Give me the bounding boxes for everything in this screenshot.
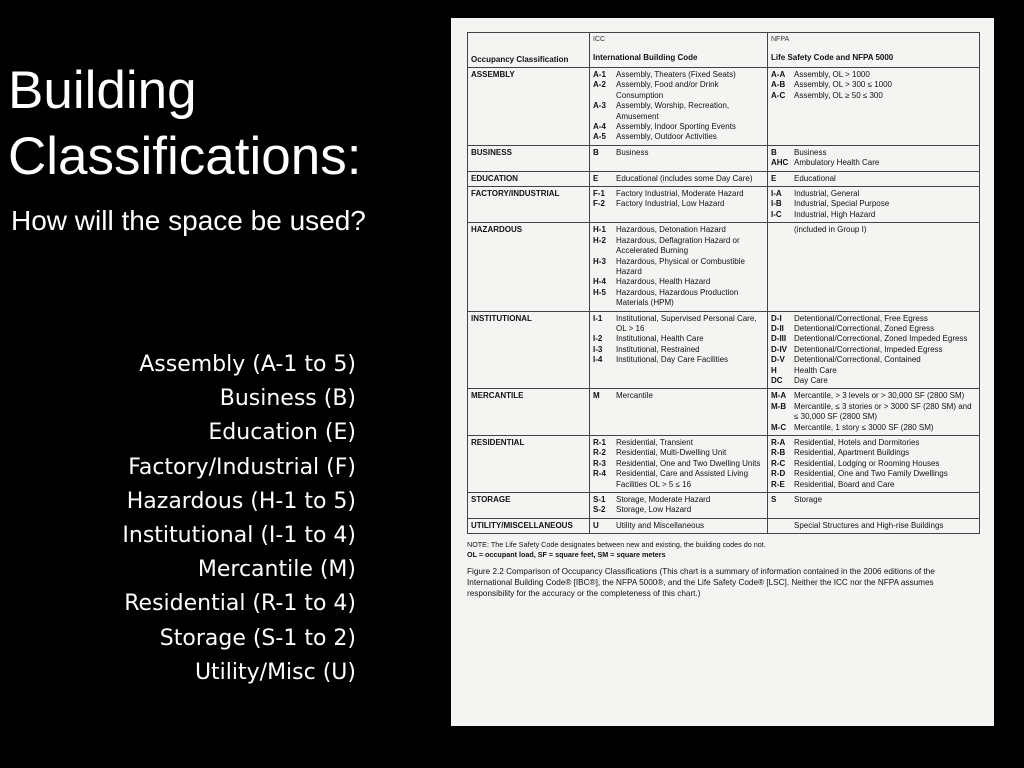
nfpa-code: E (771, 173, 777, 183)
icc-cell (590, 389, 768, 436)
list-item: Assembly (A-1 to 5) (139, 352, 356, 377)
icc-code: F-1 (593, 189, 605, 199)
nfpa-description: Residential, Board and Care (794, 479, 895, 489)
nfpa-entry (771, 480, 976, 490)
icc-description: Institutional, Health Care (616, 334, 704, 344)
nfpa-entry (771, 189, 976, 199)
icc-cell (590, 171, 768, 186)
nfpa-entry (771, 376, 976, 386)
nfpa-code: S (771, 495, 777, 505)
nfpa-description: (included in Group I) (794, 225, 867, 235)
nfpa-entry (771, 70, 976, 80)
icc-description: Assembly, Outdoor Activities (616, 132, 717, 142)
nfpa-code: I-C (771, 209, 782, 219)
icc-code: S-2 (593, 505, 606, 515)
icc-code: H-5 (593, 287, 606, 297)
nfpa-entry (771, 80, 976, 90)
nfpa-code: D-II (771, 323, 784, 333)
nfpa-cell (768, 187, 980, 223)
nfpa-description: Day Care (794, 375, 828, 385)
table-note (467, 540, 979, 560)
nfpa-code: I-A (771, 189, 782, 199)
slide-title-line2: Classifications: (8, 127, 362, 186)
list-item: Utility/Misc (U) (194, 659, 356, 685)
icc-description: Assembly, Theaters (Fixed Seats) (616, 70, 736, 79)
nfpa-description: Industrial, Special Purpose (794, 199, 890, 209)
nfpa-entry (771, 366, 976, 376)
icc-code: I-1 (593, 313, 603, 323)
nfpa-description: Mercantile, 1 story ≤ 3000 SF (280 SM) (794, 422, 934, 432)
nfpa-cell (768, 311, 980, 389)
nfpa-entry (771, 448, 976, 458)
occupancy-category: ASSEMBLY (468, 68, 590, 146)
icc-cell (590, 187, 768, 223)
scanned-chart-page (451, 18, 994, 726)
icc-code: H-3 (593, 256, 606, 266)
nfpa-description: Detentional/Correctional, Zoned Egress (794, 323, 935, 333)
nfpa-cell (768, 171, 980, 186)
nfpa-entry (771, 345, 976, 355)
table-row (468, 493, 980, 519)
icc-entry (593, 314, 764, 335)
header-icc (590, 33, 768, 68)
icc-cell (590, 493, 768, 519)
nfpa-code (771, 225, 794, 235)
icc-description: Institutional, Supervised Personal Care, OL > 16 (616, 313, 757, 333)
occupancy-category: EDUCATION (468, 171, 590, 186)
icc-code: A-1 (593, 70, 606, 79)
nfpa-code: B (771, 147, 777, 157)
icc-cell (590, 223, 768, 311)
icc-entry (593, 521, 764, 531)
icc-code: E (593, 173, 599, 183)
list-item: Factory/Industrial (F) (128, 454, 356, 480)
icc-entry (593, 345, 764, 355)
icc-entry (593, 174, 764, 184)
nfpa-description: Detentional/Correctional, Contained (794, 355, 921, 365)
nfpa-entry (771, 91, 976, 101)
icc-description: Hazardous, Hazardous Production Materials (HPM) (616, 287, 739, 308)
nfpa-code: M-A (771, 391, 787, 401)
icc-entry (593, 70, 764, 80)
icc-code: R-2 (593, 448, 606, 458)
table-row (468, 187, 980, 223)
icc-code: H-2 (593, 235, 606, 245)
nfpa-description: Assembly, OL > 300 ≤ 1000 (794, 80, 892, 90)
icc-code: U (593, 520, 599, 530)
list-item: Hazardous (H-1 to 5) (126, 488, 356, 514)
icc-description: Factory Industrial, Low Hazard (616, 199, 725, 209)
nfpa-code (771, 521, 794, 531)
nfpa-entry (771, 324, 976, 334)
nfpa-entry (771, 199, 976, 209)
nfpa-description: Health Care (794, 365, 837, 375)
nfpa-entry (771, 355, 976, 365)
slide-title (8, 58, 448, 190)
nfpa-cell (768, 223, 980, 311)
nfpa-entry (771, 334, 976, 344)
nfpa-code: A-A (771, 70, 786, 79)
icc-code: A-2 (593, 80, 606, 90)
icc-description: Hazardous, Deflagration Hazard or Accelerated Burning (616, 235, 740, 256)
nfpa-code: R-D (771, 469, 786, 479)
nfpa-cell (768, 389, 980, 436)
nfpa-code: A-C (771, 90, 786, 100)
nfpa-code: M-B (771, 401, 787, 411)
nfpa-cell (768, 436, 980, 493)
icc-code: R-3 (593, 458, 606, 468)
nfpa-code: I-B (771, 199, 782, 209)
note-line-1: NOTE: The Life Safety Code designates between new and existing, the building codes do not. (467, 540, 766, 550)
icc-description: Utility and Miscellaneous (616, 520, 705, 530)
nfpa-description: Ambulatory Health Care (794, 158, 880, 168)
icc-description: Assembly, Indoor Sporting Events (616, 122, 736, 132)
figure-caption: Figure 2.2 Comparison of Occupancy Classifications (This chart is a summary of information contained in the 2006 editions of the International Building Code® [IBC®], the NFPA 5000®, and the Life Safety Code® [LSC]. Neither the ICC nor the NFPA assumes responsibility for the accuracy or the completeness of this chart.) (467, 567, 935, 599)
nfpa-description: Business (794, 147, 827, 157)
table-row (468, 389, 980, 436)
slide-subtitle: How will the space be used? (11, 205, 366, 236)
icc-entry (593, 101, 764, 122)
occupancy-category: HAZARDOUS (468, 223, 590, 311)
icc-entry (593, 469, 764, 490)
nfpa-entry (771, 158, 976, 168)
table-row (468, 436, 980, 493)
list-item: Education (E) (208, 420, 356, 446)
icc-description: Institutional, Restrained (616, 344, 700, 354)
icc-entry (593, 391, 764, 401)
occupancy-category: FACTORY/INDUSTRIAL (468, 187, 590, 223)
occupancy-category: INSTITUTIONAL (468, 311, 590, 389)
icc-code: B (593, 147, 599, 157)
nfpa-description: Assembly, OL > 1000 (794, 70, 870, 79)
occupancy-category: MERCANTILE (468, 389, 590, 436)
nfpa-entry (771, 438, 976, 448)
occupancy-category: STORAGE (468, 493, 590, 519)
nfpa-entry (771, 174, 976, 184)
occupancy-category: BUSINESS (468, 145, 590, 171)
table-row (468, 223, 980, 311)
table-row (468, 145, 980, 171)
nfpa-description: Detentional/Correctional, Zoned Impeded Egress (794, 334, 968, 344)
list-item: Residential (R-1 to 4) (124, 591, 356, 617)
icc-code: A-3 (593, 101, 606, 111)
nfpa-description: Detentional/Correctional, Free Egress (794, 313, 928, 323)
icc-cell (590, 518, 768, 533)
icc-code: R-1 (593, 438, 606, 447)
icc-entry (593, 459, 764, 469)
icc-entry (593, 448, 764, 458)
icc-description: Factory Industrial, Moderate Hazard (616, 189, 744, 199)
icc-entry (593, 257, 764, 278)
icc-description: Residential, Transient (616, 438, 693, 447)
icc-cell (590, 311, 768, 389)
nfpa-description: Special Structures and High-rise Buildings (794, 520, 944, 530)
nfpa-entry (771, 459, 976, 469)
icc-code: R-4 (593, 469, 606, 479)
header-nfpa-name: Life Safety Code and NFPA 5000 (771, 53, 894, 63)
nfpa-entry (771, 314, 976, 324)
nfpa-code: AHC (771, 158, 789, 168)
header-icc-top: ICC (593, 36, 606, 43)
classification-list (20, 348, 356, 690)
list-item: Mercantile (M) (197, 557, 356, 583)
nfpa-cell (768, 145, 980, 171)
icc-code: A-5 (593, 132, 606, 142)
nfpa-entry (771, 210, 976, 220)
nfpa-entry (771, 495, 976, 505)
icc-description: Hazardous, Physical or Combustible Hazard (616, 256, 745, 276)
nfpa-description: Residential, Apartment Buildings (794, 448, 910, 458)
nfpa-entry (771, 469, 976, 479)
icc-entry (593, 225, 764, 235)
icc-code: I-2 (593, 334, 603, 344)
icc-code: F-2 (593, 199, 605, 209)
nfpa-cell (768, 68, 980, 146)
icc-description: Educational (includes some Day Care) (616, 173, 753, 183)
icc-description: Residential, Multi-Dwelling Unit (616, 448, 727, 458)
icc-entry (593, 199, 764, 209)
list-item: Business (B) (219, 386, 356, 412)
icc-description: Residential, One and Two Dwelling Units (616, 458, 761, 468)
icc-description: Institutional, Day Care Facilities (616, 355, 729, 365)
nfpa-entry (771, 521, 976, 531)
nfpa-entry (771, 391, 976, 401)
icc-description: Storage, Moderate Hazard (616, 495, 711, 505)
nfpa-description: Residential, Hotels and Dormitories (794, 438, 920, 447)
nfpa-description: Storage (794, 495, 823, 505)
icc-entry (593, 132, 764, 142)
icc-description: Assembly, Food and/or Drink Consumption (616, 80, 719, 100)
table-row (468, 518, 980, 533)
icc-code: I-3 (593, 344, 603, 354)
nfpa-description: Industrial, General (794, 189, 860, 199)
nfpa-entry (771, 148, 976, 158)
table-row (468, 68, 980, 146)
icc-code: M (593, 391, 600, 401)
icc-entry (593, 148, 764, 158)
occupancy-category: RESIDENTIAL (468, 436, 590, 493)
icc-entry (593, 122, 764, 132)
table-row (468, 171, 980, 186)
nfpa-code: D-I (771, 313, 782, 323)
nfpa-code: R-A (771, 438, 786, 447)
icc-entry (593, 505, 764, 515)
nfpa-description: Residential, Lodging or Rooming Houses (794, 458, 940, 468)
header-nfpa (768, 33, 980, 68)
nfpa-code: D-IV (771, 344, 787, 354)
icc-cell (590, 68, 768, 146)
nfpa-code: M-C (771, 422, 787, 432)
chart-sheet (467, 32, 979, 599)
icc-code: S-1 (593, 495, 606, 505)
occupancy-table (467, 32, 980, 534)
nfpa-cell (768, 493, 980, 519)
icc-entry (593, 189, 764, 199)
nfpa-code: H (771, 365, 777, 375)
nfpa-code: R-B (771, 448, 786, 458)
icc-cell (590, 436, 768, 493)
icc-code: H-4 (593, 277, 606, 287)
icc-description: Business (616, 147, 649, 157)
nfpa-description: Assembly, OL ≥ 50 ≤ 300 (794, 90, 883, 100)
icc-entry (593, 495, 764, 505)
nfpa-description: Mercantile, > 3 levels or > 30,000 SF (2800 SM) (794, 391, 965, 401)
icc-description: Mercantile (616, 391, 653, 401)
icc-entry (593, 355, 764, 365)
nfpa-code: D-V (771, 355, 785, 365)
nfpa-description: Mercantile, ≤ 3 stories or > 3000 SF (280 SM) and ≤ 30,000 SF (2800 SM) (794, 401, 972, 422)
icc-description: Residential, Care and Assisted Living Facilities OL > 5 ≤ 16 (616, 469, 749, 489)
nfpa-description: Detentional/Correctional, Impeded Egress (794, 344, 943, 354)
nfpa-code: DC (771, 375, 783, 385)
occupancy-category: UTILITY/MISCELLANEOUS (468, 518, 590, 533)
list-item: Storage (S-1 to 2) (159, 625, 356, 651)
slide-title-line1: Building (8, 61, 197, 120)
icc-entry (593, 288, 764, 309)
icc-code: H-1 (593, 225, 606, 235)
nfpa-cell (768, 518, 980, 533)
nfpa-entry (771, 225, 976, 235)
icc-description: Assembly, Worship, Recreation, Amusement (616, 101, 730, 121)
nfpa-code: D-III (771, 334, 787, 344)
nfpa-description: Residential, One and Two Family Dwellings (794, 469, 948, 479)
icc-entry (593, 438, 764, 448)
nfpa-code: A-B (771, 80, 786, 90)
list-item: Institutional (I-1 to 4) (122, 523, 356, 549)
icc-entry (593, 277, 764, 287)
icc-code: I-4 (593, 355, 603, 365)
header-icc-name: International Building Code (593, 53, 698, 63)
nfpa-description: Educational (794, 173, 836, 183)
icc-entry (593, 334, 764, 344)
icc-entry (593, 80, 764, 101)
note-line-2: OL = occupant load, SF = square feet, SM = square meters (467, 550, 666, 560)
table-header-row (468, 33, 980, 68)
icc-cell (590, 145, 768, 171)
nfpa-entry (771, 402, 976, 423)
icc-description: Hazardous, Detonation Hazard (616, 225, 726, 235)
nfpa-description: Industrial, High Hazard (794, 209, 876, 219)
icc-description: Storage, Low Hazard (616, 505, 692, 515)
header-nfpa-top: NFPA (771, 36, 790, 43)
nfpa-entry (771, 423, 976, 433)
icc-description: Hazardous, Health Hazard (616, 277, 711, 287)
header-occupancy: Occupancy Classification (468, 33, 590, 68)
nfpa-code: R-C (771, 458, 786, 468)
icc-code: A-4 (593, 122, 606, 132)
icc-entry (593, 236, 764, 257)
table-row (468, 311, 980, 389)
nfpa-code: R-E (771, 479, 785, 489)
